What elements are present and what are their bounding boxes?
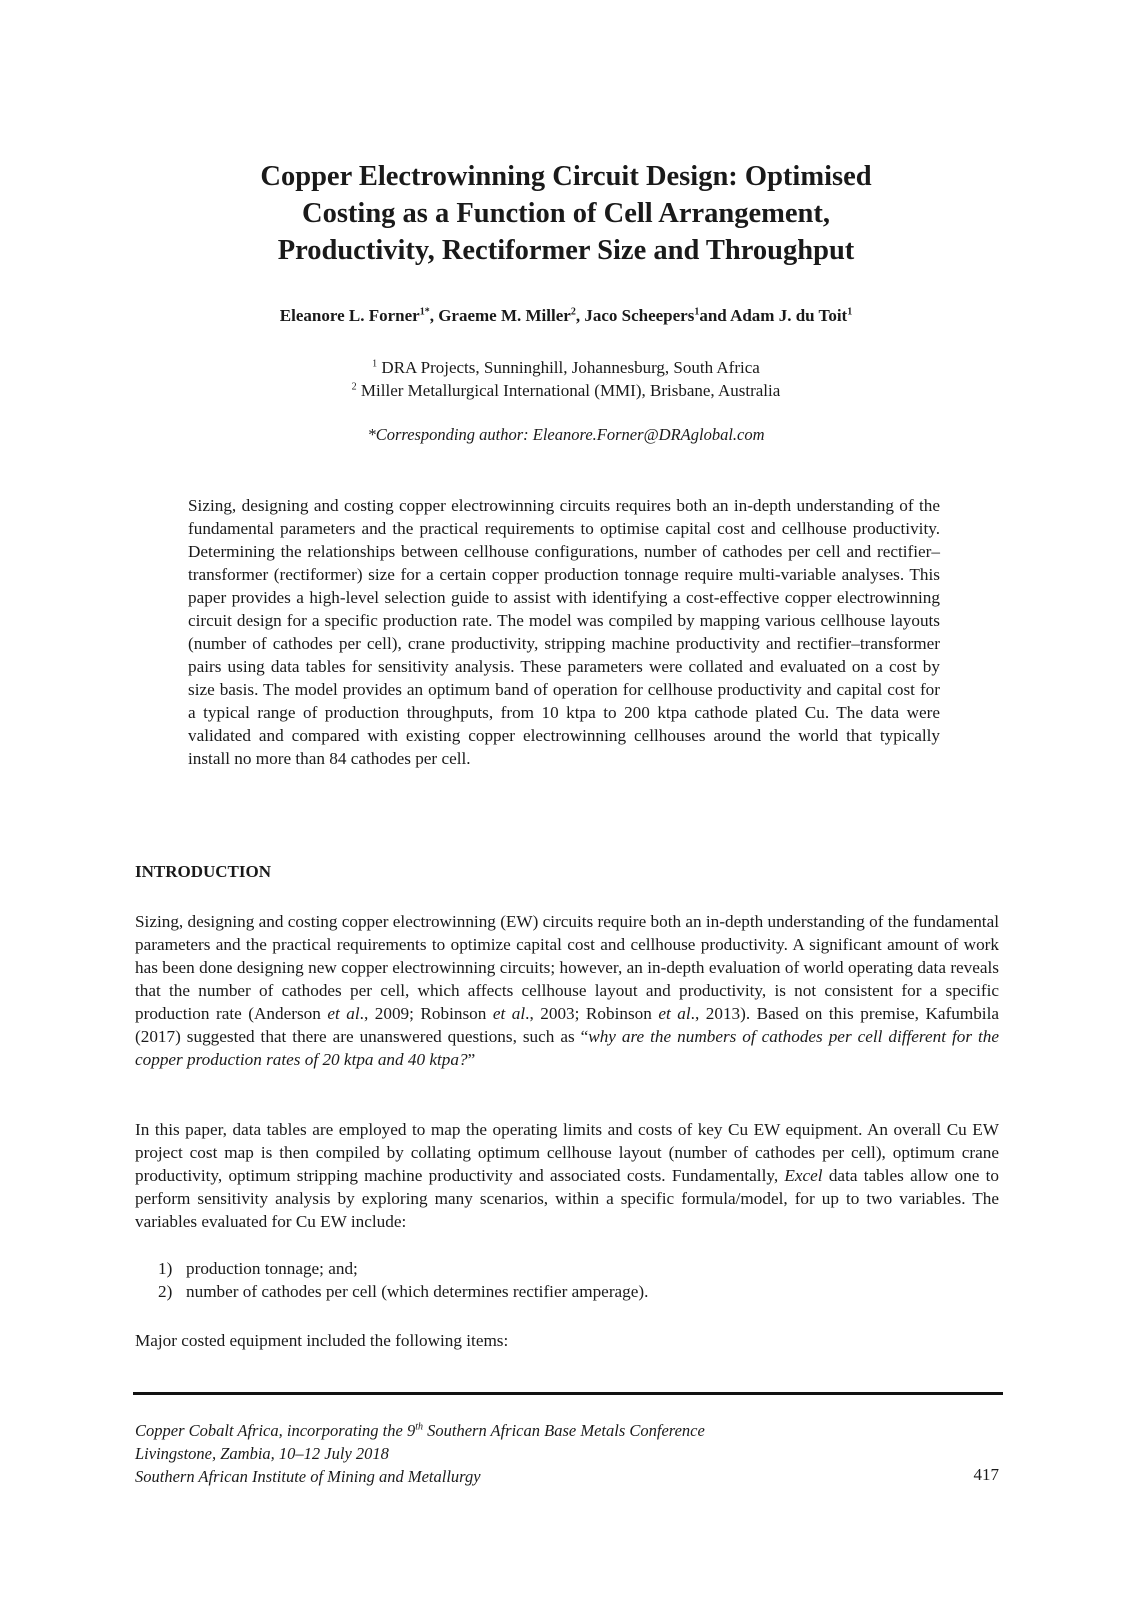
publisher: Southern African Institute of Mining and Metallurgy: [135, 1467, 481, 1486]
title-line-2: Costing as a Function of Cell Arrangement,: [301, 198, 830, 229]
author-affiliation-marker: 1*: [419, 306, 430, 318]
footer-rule: [133, 1392, 1003, 1395]
title-line-3: Productivity, Rectiformer Size and Throughput: [277, 235, 855, 266]
author-separator: and: [699, 306, 731, 325]
list-item: [158, 1257, 958, 1280]
italic-text: et al: [327, 1004, 360, 1023]
section-heading-introduction: INTRODUCTION: [135, 862, 272, 881]
text-run: ., 2009; Robinson: [359, 1004, 493, 1023]
text-run: In this paper, data tables are employed to map the operating limits and costs of key Cu EW equipment. An overall Cu EW project cost map is then compiled by collating optimum cellhouse layout (number of cathodes per cell), optimum crane productivity, optimum stripping machine productivity and associated costs. Fundamentally,: [135, 1120, 999, 1185]
author-list: [150, 306, 982, 326]
list-item-number: 1): [158, 1259, 173, 1278]
text-run: Sizing, designing and costing copper electrowinning (EW) circuits require both an in-depth understanding of the fundamental parameters and the practical requirements to optimize capital cost and cellhouse productivity. A significant amount of work has been done designing new copper electrowinning circuits; however, an in-depth evaluation of world operating data reveals that the number of cathodes per cell, which affects cellhouse layout and productivity, is not consistent for a specific production rate (Anderson: [135, 912, 999, 1023]
affiliation-text: Miller Metallurgical International (MMI), Brisbane, Australia: [356, 381, 781, 400]
author-separator: ,: [575, 306, 585, 325]
introduction-paragraph-1: [135, 910, 999, 1071]
conference-location: Livingstone, Zambia, 10–12 July 2018: [135, 1444, 389, 1463]
footer-text: Copper Cobalt Africa, incorporating the 9: [135, 1421, 416, 1440]
list-item-text: production tonnage; and;: [186, 1259, 358, 1278]
text-run: data tables allow one to perform sensitivity analysis by exploring many scenarios, within a specific formula/model, for up to two variables. The variables evaluated for Cu EW include:: [135, 1166, 999, 1231]
corresponding-author: *Corresponding author: Eleanore.Forner@DRAglobal.com: [367, 425, 765, 444]
author-name: Graeme M. Miller: [438, 306, 571, 325]
conference-name: [135, 1419, 999, 1442]
affiliation-item: [150, 379, 982, 402]
text-run: ”: [467, 1050, 476, 1069]
author-separator: ,: [429, 306, 439, 325]
affiliation-item: [150, 356, 982, 379]
page-number: 417: [973, 1465, 999, 1484]
affiliation-number: 2: [351, 381, 357, 393]
italic-text: et al: [492, 1004, 526, 1023]
list-item-number: 2): [158, 1282, 173, 1301]
text-run: ., 2013). Based on this premise, Kafumbila (2017) suggested that there are unanswered questions, such as “: [135, 1004, 999, 1046]
abstract: Sizing, designing and costing copper electrowinning circuits requires both an in-depth understanding of the fundamental parameters and the practical requirements to optimise capital cost and cellhouse productivity. Determining the relationships between cellhouse configurations, number of cathodes per cell and rectifier–transformer (rectiformer) size for a certain copper production tonnage require multi-variable analyses. This paper provides a high-level selection guide to assist with identifying a cost-effective copper electrowinning circuit design for a specific production rate. The model was compiled by mapping various cellhouse layouts (number of cathodes per cell), crane productivity, stripping machine productivity and rectifier–transformer pairs using data tables for sensitivity analysis. These parameters were collated and evaluated on a cost by size basis. The model provides an optimum band of operation for cellhouse productivity and capital cost for a typical range of production throughputs, from 10 ktpa to 200 ktpa cathode plated Cu. The data were validated and compared with existing copper electrowinning cellhouses around the world that typically install no more than 84 cathodes per cell.: [188, 496, 940, 768]
author-affiliation-marker: 1: [694, 306, 700, 318]
author-affiliation-marker: 2: [570, 306, 576, 318]
affiliation-text: DRA Projects, Sunninghill, Johannesburg, South Africa: [377, 358, 760, 377]
introduction-paragraph-2: [135, 1118, 999, 1233]
title-line-1: Copper Electrowinning Circuit Design: Optimised: [260, 161, 872, 192]
affiliation-number: 1: [372, 358, 378, 370]
italic-quote: why are the numbers of cathodes per cell different for the copper production rates of 20 ktpa and 40 ktpa?: [135, 1027, 999, 1069]
page-footer: [135, 1419, 999, 1488]
footer-text: Southern African Base Metals Conference: [422, 1421, 705, 1440]
variables-list: [158, 1257, 958, 1303]
ordinal-suffix: th: [415, 1421, 423, 1433]
text-run: ., 2003; Robinson: [525, 1004, 659, 1023]
author-name: Jaco Scheepers: [584, 306, 695, 325]
paper-title: [150, 158, 982, 269]
affiliation-list: [150, 356, 982, 402]
introduction-paragraph-3: Major costed equipment included the following items:: [135, 1331, 509, 1350]
list-item: [158, 1280, 958, 1303]
italic-text: et al: [658, 1004, 691, 1023]
author-affiliation-marker: 1: [847, 306, 853, 318]
author-name: Eleanore L. Forner: [279, 306, 420, 325]
list-item-text: number of cathodes per cell (which determines rectifier amperage).: [186, 1282, 649, 1301]
author-name: Adam J. du Toit: [730, 306, 848, 325]
italic-text: Excel: [784, 1166, 823, 1185]
